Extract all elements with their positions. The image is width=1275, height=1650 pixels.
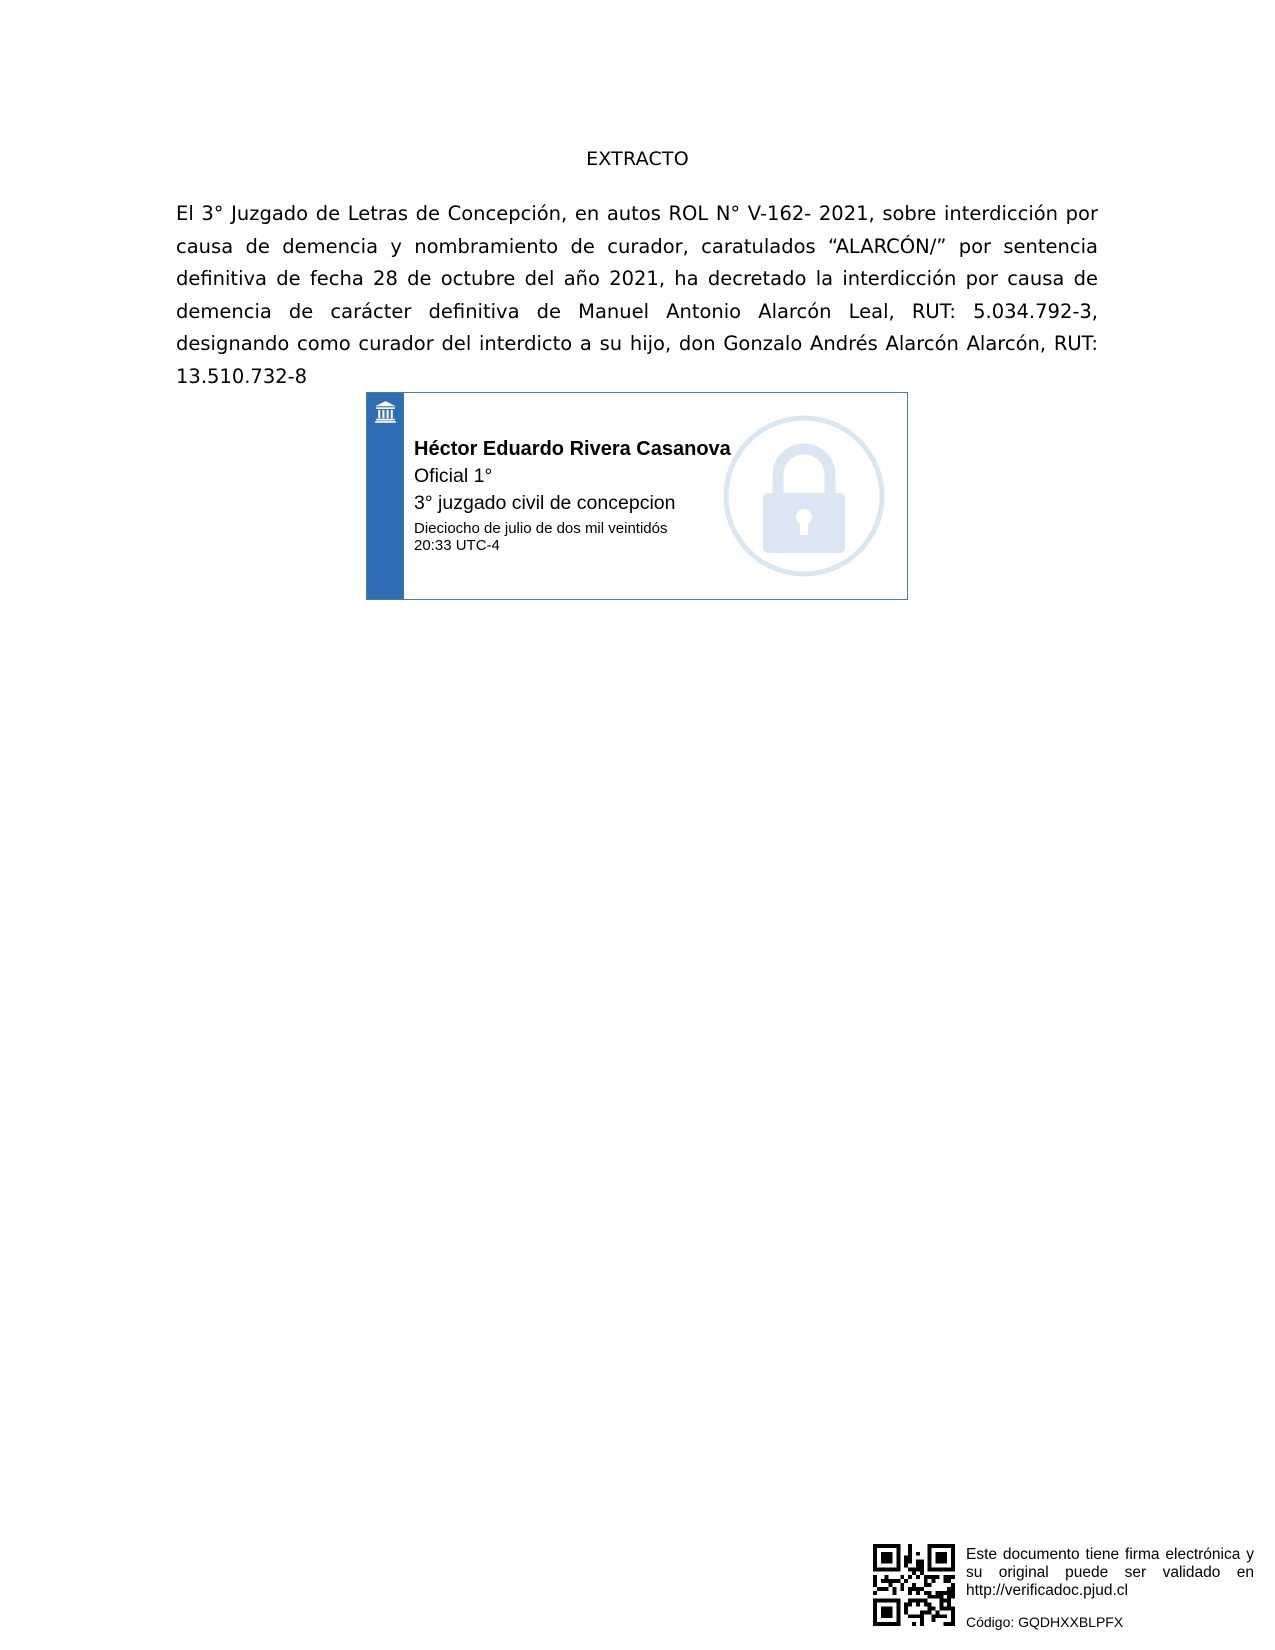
courthouse-icon (373, 399, 398, 424)
signature-date: Dieciocho de julio de dos mil veintidós (414, 520, 668, 537)
signature-time: 20:33 UTC-4 (414, 537, 500, 554)
verification-notice: Este documento tiene firma electrónica y su original puede ser validado en http://verificadoc.pjud.cl (966, 1546, 1254, 1599)
signature-side-bar (367, 393, 404, 599)
signature-box (366, 392, 908, 600)
signature-details (414, 438, 794, 554)
signer-name: Héctor Eduardo Rivera Casanova (414, 438, 731, 460)
signer-role: Oficial 1° (414, 465, 493, 487)
document-title: EXTRACTO (586, 148, 689, 170)
signer-court: 3° juzgado civil de concepcion (414, 492, 676, 514)
verification-footer (873, 1544, 1255, 1634)
qr-code-icon (873, 1544, 955, 1626)
verification-code: Código: GQDHXXBLPFX (966, 1614, 1124, 1630)
extract-body: El 3° Juzgado de Letras de Concepción, en autos ROL N° V-162- 2021, sobre interdicción por causa de demencia y nombramiento de curador, caratulados “ALARCÓN/” por sentencia definitiva de fecha 28 de octubre del año 2021, ha decretado la interdicción por causa de demencia de carácter definitiva de Manuel Antonio Alarcón Leal, RUT: 5.034.792-3, designando como curador del interdicto a su hijo, don Gonzalo Andrés Alarcón Alarcón, RUT: 13.510.732-8 (176, 202, 1098, 388)
